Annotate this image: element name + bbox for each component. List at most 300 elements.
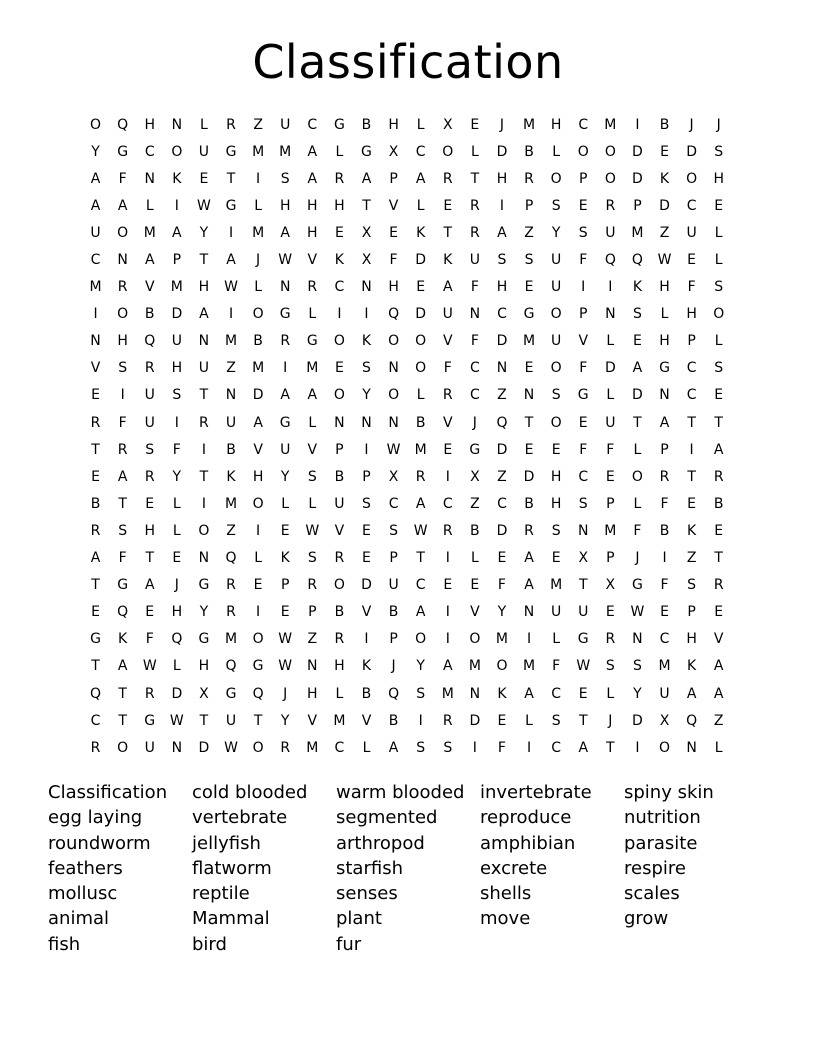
grid-letter: O — [117, 306, 129, 323]
grid-letter: N — [117, 252, 128, 269]
grid-letter: S — [551, 197, 561, 214]
word-list-item: vertebrate — [192, 807, 288, 829]
grid-letter: E — [524, 279, 534, 296]
grid-letter: S — [551, 522, 561, 539]
grid-letter: D — [632, 387, 643, 404]
grid-letter: C — [469, 360, 480, 377]
grid-letter: A — [713, 658, 724, 675]
grid-letter: H — [307, 197, 318, 214]
grid-letter: T — [606, 739, 615, 756]
grid-letter: V — [442, 414, 453, 431]
grid-letter: V — [90, 360, 101, 377]
grid-letter: L — [606, 333, 615, 350]
grid-letter: I — [526, 631, 532, 648]
grid-letter: K — [687, 522, 697, 539]
grid-letter: A — [307, 143, 318, 160]
grid-letter: D — [632, 712, 643, 729]
grid-letter: I — [201, 441, 206, 458]
grid-letter: D — [686, 143, 697, 160]
word-column — [480, 780, 624, 957]
grid-letter: G — [631, 577, 643, 594]
grid-letter: B — [90, 495, 101, 512]
grid-letter: H — [334, 658, 345, 675]
grid-letter: B — [388, 712, 399, 729]
grid-letter: X — [578, 550, 589, 567]
grid-letter: N — [523, 604, 535, 621]
grid-letter: H — [198, 279, 210, 296]
grid-letter: A — [199, 306, 209, 323]
grid-letter: F — [118, 170, 127, 187]
grid-letter: O — [415, 631, 427, 648]
grid-letter: N — [577, 522, 589, 539]
grid-letter: V — [442, 333, 453, 350]
grid-letter: T — [687, 468, 696, 485]
grid-letter: E — [416, 279, 426, 296]
grid-letter: I — [256, 170, 261, 187]
grid-letter: K — [497, 685, 507, 702]
grid-letter: L — [470, 143, 479, 160]
grid-letter: O — [252, 495, 264, 512]
grid-letter: R — [199, 414, 209, 431]
grid-letter: Y — [362, 387, 371, 404]
grid-letter: P — [633, 197, 642, 214]
grid-letter: F — [606, 441, 615, 458]
grid-letter: Z — [253, 116, 263, 133]
grid-letter: E — [443, 197, 453, 214]
grid-letter: X — [388, 143, 399, 160]
grid-letter: C — [497, 495, 507, 512]
grid-letter: S — [172, 387, 182, 404]
grid-letter: I — [445, 604, 450, 621]
grid-letter: V — [307, 712, 318, 729]
grid-letter: E — [714, 387, 724, 404]
grid-letter: H — [659, 333, 670, 350]
word-list-item: animal — [48, 908, 110, 930]
grid-letter: E — [280, 604, 290, 621]
grid-letter: G — [333, 116, 345, 133]
grid-letter: Q — [225, 658, 237, 675]
grid-letter: G — [279, 306, 291, 323]
grid-letter: O — [604, 143, 616, 160]
grid-letter: F — [118, 550, 127, 567]
grid-letter: B — [713, 495, 724, 512]
grid-letter: R — [307, 279, 318, 296]
grid-letter: D — [361, 577, 372, 594]
word-column — [336, 780, 480, 957]
grid-letter: W — [278, 658, 293, 675]
grid-letter: T — [362, 197, 371, 214]
grid-letter: U — [171, 333, 182, 350]
word-list-item: move — [480, 908, 531, 930]
grid-letter: J — [391, 658, 396, 675]
grid-letter: E — [605, 604, 615, 621]
word-list-item: senses — [336, 883, 398, 905]
grid-letter: D — [523, 468, 535, 485]
grid-letter: T — [524, 414, 534, 431]
grid-letter: S — [362, 360, 371, 377]
word-list-item: excrete — [480, 857, 548, 879]
grid-letter: U — [605, 224, 616, 241]
grid-letter: W — [657, 252, 672, 269]
grid-letter: J — [256, 252, 261, 269]
grid-letter: K — [118, 631, 128, 648]
grid-letter: T — [578, 577, 588, 594]
grid-letter: P — [308, 604, 317, 621]
grid-letter: E — [253, 577, 263, 594]
grid-letter: S — [632, 658, 642, 675]
grid-letter: A — [415, 170, 426, 187]
grid-letter: I — [662, 550, 667, 567]
grid-letter: H — [307, 224, 318, 241]
grid-letter: M — [224, 333, 238, 350]
grid-letter: S — [578, 224, 588, 241]
grid-letter: S — [551, 712, 561, 729]
grid-letter: E — [362, 522, 371, 539]
grid-letter: H — [252, 468, 264, 485]
grid-letter: T — [416, 550, 425, 567]
grid-letter: E — [497, 712, 507, 729]
grid-letter: K — [687, 658, 697, 675]
grid-letter: S — [497, 252, 507, 269]
grid-letter: C — [90, 712, 101, 729]
grid-letter: I — [228, 306, 234, 323]
grid-letter: R — [442, 387, 453, 404]
grid-letter: D — [415, 306, 427, 323]
grid-letter: V — [578, 333, 589, 350]
grid-letter: C — [578, 468, 589, 485]
grid-letter: X — [470, 468, 480, 485]
word-list-item: fur — [336, 933, 362, 955]
grid-letter: H — [388, 279, 399, 296]
grid-letter: L — [714, 333, 723, 350]
word-list-item: nutrition — [624, 807, 701, 829]
grid-letter: O — [604, 170, 616, 187]
grid-letter: E — [551, 441, 561, 458]
grid-letter: V — [144, 279, 155, 296]
grid-letter: N — [523, 387, 535, 404]
word-list-item: segmented — [336, 807, 438, 829]
grid-letter: S — [145, 441, 155, 458]
grid-letter: D — [496, 333, 508, 350]
grid-letter: S — [524, 252, 534, 269]
grid-letter: F — [497, 739, 506, 756]
grid-letter: O — [686, 170, 698, 187]
grid-letter: M — [523, 658, 536, 675]
grid-letter: I — [364, 441, 369, 458]
grid-letter: Z — [497, 387, 507, 404]
grid-letter: J — [716, 116, 721, 133]
grid-letter: D — [604, 360, 616, 377]
grid-letter: V — [470, 604, 480, 621]
grid-letter: H — [171, 604, 183, 621]
grid-letter: F — [118, 414, 127, 431]
grid-letter: N — [605, 306, 616, 323]
grid-letter: A — [713, 441, 724, 458]
grid-letter: A — [415, 604, 426, 621]
grid-letter: L — [606, 685, 615, 702]
grid-letter: P — [172, 252, 182, 269]
grid-letter: G — [523, 306, 535, 323]
grid-letter: Q — [686, 712, 698, 729]
grid-letter: B — [226, 441, 236, 458]
word-column — [624, 780, 768, 957]
grid-letter: U — [144, 387, 155, 404]
grid-letter: L — [200, 116, 208, 133]
grid-letter: R — [469, 224, 480, 241]
grid-letter: L — [172, 495, 181, 512]
grid-letter: L — [552, 631, 561, 648]
grid-letter: R — [226, 577, 236, 594]
grid-letter: E — [497, 550, 507, 567]
grid-letter: H — [334, 197, 345, 214]
grid-letter: S — [416, 739, 426, 756]
grid-letter: C — [551, 739, 562, 756]
grid-letter: K — [416, 224, 426, 241]
grid-letter: R — [442, 170, 453, 187]
word-list-item: scales — [624, 883, 680, 905]
grid-letter: O — [496, 658, 508, 675]
grid-letter: K — [334, 252, 344, 269]
grid-letter: E — [172, 550, 182, 567]
grid-letter: X — [361, 252, 372, 269]
grid-letter: C — [551, 685, 562, 702]
grid-letter: Q — [496, 414, 508, 431]
grid-letter: A — [497, 224, 507, 241]
grid-letter: T — [199, 712, 209, 729]
grid-letter: Z — [713, 712, 724, 729]
grid-letter: A — [172, 224, 182, 241]
grid-letter: B — [415, 414, 426, 431]
letter-grid — [82, 111, 732, 761]
grid-letter: I — [256, 604, 261, 621]
grid-letter: I — [364, 631, 369, 648]
grid-letter: E — [91, 604, 100, 621]
grid-letter: A — [90, 170, 101, 187]
grid-letter: F — [497, 577, 506, 594]
grid-letter: A — [686, 685, 697, 702]
grid-letter: C — [578, 116, 589, 133]
grid-letter: I — [635, 739, 640, 756]
word-list-item: warm blooded — [336, 782, 465, 803]
grid-letter: Q — [388, 685, 400, 702]
grid-letter: F — [552, 658, 561, 675]
grid-letter: K — [659, 170, 670, 187]
grid-letter: F — [579, 441, 588, 458]
grid-letter: J — [635, 550, 640, 567]
grid-letter: Z — [524, 224, 534, 241]
grid-letter: E — [660, 143, 669, 160]
grid-letter: A — [144, 577, 155, 594]
grid-letter: P — [579, 306, 588, 323]
grid-letter: R — [605, 197, 616, 214]
grid-letter: W — [142, 658, 157, 675]
grid-letter: F — [579, 252, 588, 269]
grid-letter: X — [199, 685, 209, 702]
grid-letter: O — [252, 739, 264, 756]
grid-letter: T — [199, 387, 209, 404]
grid-letter: I — [526, 739, 532, 756]
grid-letter: G — [306, 333, 318, 350]
grid-letter: N — [307, 658, 318, 675]
grid-letter: D — [659, 197, 670, 214]
grid-letter: M — [252, 224, 265, 241]
grid-letter: N — [144, 170, 155, 187]
grid-letter: D — [632, 143, 643, 160]
grid-letter: S — [389, 522, 399, 539]
grid-letter: Y — [551, 224, 561, 241]
grid-letter: T — [91, 658, 100, 675]
grid-letter: R — [659, 468, 670, 485]
grid-letter: L — [714, 252, 723, 269]
grid-letter: L — [335, 685, 344, 702]
grid-letter: E — [578, 685, 588, 702]
grid-letter: L — [714, 224, 723, 241]
word-list-item: egg laying — [48, 807, 143, 829]
grid-letter: L — [172, 522, 181, 539]
grid-letter: A — [117, 468, 128, 485]
grid-letter: G — [577, 631, 589, 648]
word-list-item: respire — [624, 857, 686, 879]
grid-letter: R — [90, 522, 101, 539]
grid-letter: E — [470, 116, 480, 133]
grid-letter: R — [226, 116, 236, 133]
grid-letter: U — [551, 333, 562, 350]
grid-letter: L — [362, 739, 371, 756]
grid-letter: L — [416, 387, 425, 404]
grid-letter: F — [633, 522, 642, 539]
grid-letter: S — [118, 360, 128, 377]
grid-letter: H — [307, 685, 318, 702]
grid-letter: C — [144, 143, 155, 160]
grid-letter: Z — [497, 468, 507, 485]
grid-letter: G — [225, 197, 237, 214]
grid-letter: L — [308, 495, 317, 512]
grid-letter: C — [469, 387, 480, 404]
grid-letter: V — [307, 441, 318, 458]
grid-letter: R — [442, 712, 453, 729]
grid-letter: T — [443, 224, 453, 241]
grid-letter: C — [686, 197, 697, 214]
grid-letter: L — [281, 495, 290, 512]
grid-letter: F — [172, 441, 181, 458]
grid-letter: O — [171, 143, 183, 160]
grid-letter: H — [496, 279, 508, 296]
grid-letter: P — [687, 333, 696, 350]
grid-letter: M — [224, 631, 238, 648]
grid-letter: M — [252, 143, 265, 160]
grid-letter: O — [252, 631, 264, 648]
grid-letter: D — [469, 712, 481, 729]
grid-letter: O — [415, 360, 427, 377]
grid-letter: S — [280, 170, 290, 187]
grid-letter: V — [253, 441, 263, 458]
grid-letter: F — [687, 279, 696, 296]
grid-letter: A — [253, 414, 263, 431]
grid-letter: R — [469, 197, 480, 214]
word-list-item: grow — [624, 908, 669, 930]
grid-letter: O — [631, 468, 643, 485]
grid-letter: P — [280, 577, 290, 594]
grid-letter: M — [306, 360, 319, 377]
grid-letter: B — [361, 685, 372, 702]
grid-letter: G — [225, 143, 237, 160]
grid-letter: Y — [199, 224, 209, 241]
grid-letter: M — [604, 116, 617, 133]
grid-letter: H — [686, 631, 697, 648]
grid-letter: Y — [633, 685, 642, 702]
grid-letter: W — [278, 631, 293, 648]
word-column — [48, 780, 192, 957]
grid-letter: F — [443, 360, 452, 377]
grid-letter: Y — [416, 658, 425, 675]
grid-letter: O — [333, 333, 345, 350]
grid-letter: D — [171, 685, 183, 702]
grid-letter: M — [604, 522, 617, 539]
grid-letter: L — [254, 279, 263, 296]
grid-letter: U — [605, 414, 616, 431]
grid-letter: W — [169, 712, 184, 729]
grid-letter: H — [550, 116, 562, 133]
grid-letter: S — [307, 468, 317, 485]
word-list-item: Mammal — [192, 908, 270, 930]
grid-letter: I — [120, 387, 125, 404]
grid-letter: L — [416, 197, 425, 214]
grid-letter: W — [197, 197, 211, 214]
grid-letter: O — [550, 414, 562, 431]
grid-letter: U — [578, 604, 589, 621]
grid-letter: R — [90, 739, 101, 756]
grid-letter: S — [714, 279, 724, 296]
grid-letter: G — [469, 441, 481, 458]
grid-letter: E — [91, 387, 100, 404]
grid-letter: N — [361, 279, 372, 296]
grid-letter: L — [470, 550, 479, 567]
grid-letter: I — [364, 306, 369, 323]
word-list-item: jellyfish — [192, 832, 261, 854]
grid-letter: C — [90, 252, 101, 269]
word-column — [192, 780, 336, 957]
grid-letter: L — [633, 495, 642, 512]
grid-letter: Z — [659, 224, 670, 241]
grid-letter: G — [198, 577, 210, 594]
grid-letter: Z — [686, 550, 697, 567]
grid-letter: B — [334, 468, 345, 485]
grid-letter: N — [469, 306, 481, 323]
grid-letter: R — [334, 550, 345, 567]
grid-letter: E — [687, 252, 697, 269]
grid-letter: B — [524, 495, 534, 512]
grid-letter: X — [659, 712, 670, 729]
grid-letter: E — [632, 333, 642, 350]
grid-letter: M — [89, 279, 102, 296]
grid-letter: R — [226, 604, 236, 621]
grid-letter: A — [90, 197, 101, 214]
grid-letter: U — [225, 712, 237, 729]
grid-letter: R — [144, 360, 155, 377]
grid-letter: N — [171, 739, 183, 756]
grid-letter: S — [714, 360, 724, 377]
grid-letter: L — [552, 143, 561, 160]
grid-letter: G — [225, 685, 237, 702]
word-list-item: cold blooded — [192, 782, 308, 803]
grid-letter: Z — [470, 495, 480, 512]
grid-letter: U — [659, 685, 670, 702]
grid-letter: R — [334, 170, 345, 187]
grid-letter: U — [198, 360, 210, 377]
grid-letter: P — [579, 170, 588, 187]
grid-letter: A — [524, 685, 534, 702]
grid-letter: U — [686, 224, 697, 241]
